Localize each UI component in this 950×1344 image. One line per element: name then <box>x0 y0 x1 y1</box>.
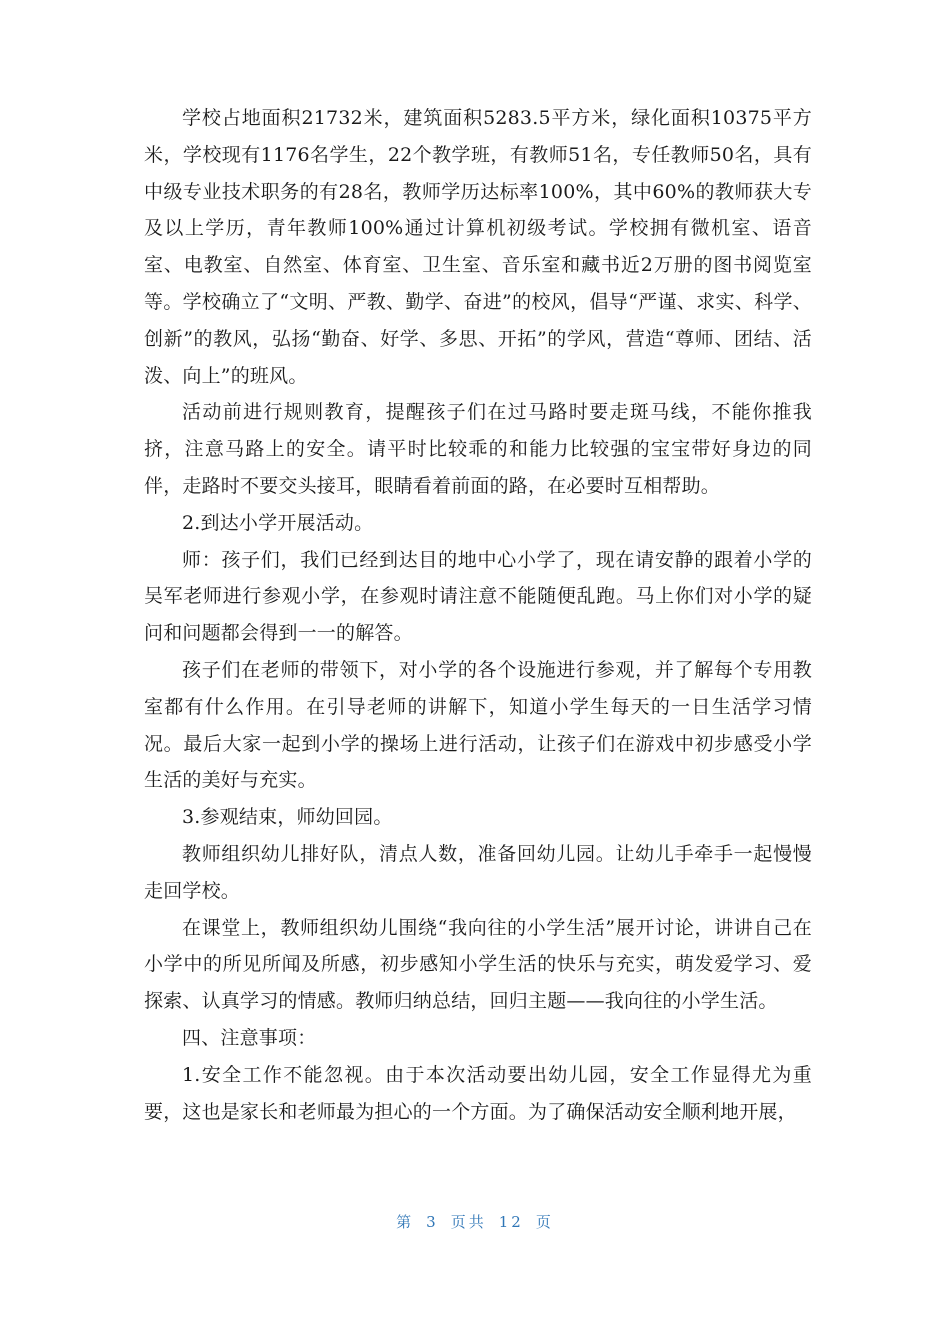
footer-suffix: 页 <box>535 1213 554 1231</box>
page-footer <box>0 1211 950 1232</box>
footer-prefix: 第 <box>396 1213 415 1231</box>
paragraph-rules-education: 活动前进行规则教育，提醒孩子们在过马路时要走斑马线，不能你推我挤，注意马路上的安全。请平时比较乖的和能力比较强的宝宝带好身边的同伴，走路时不要交头接耳，眼睛看着前面的路，在必要时互相帮助。 <box>144 401 812 497</box>
paragraph-return-school: 教师组织幼儿排好队，清点人数，准备回幼儿园。让幼儿手牵手一起慢慢走回学校。 <box>144 842 812 902</box>
paragraph-classroom-discussion: 在课堂上，教师组织幼儿围绕“我向往的小学生活”展开讨论，讲讲自己在小学中的所见所闻及所感，初步感知小学生活的快乐与充实，萌发爱学习、爱探索、认真学习的情感。教师归纳总结，回归主题——我向往的小学生活。 <box>144 916 812 1013</box>
paragraph-step-2-heading: 2.到达小学开展活动。 <box>182 511 374 534</box>
paragraph-step-3-heading: 3.参观结束，师幼回园。 <box>182 806 393 829</box>
paragraph-school-overview: 学校占地面积21732米，建筑面积5283.5平方米，绿化面积10375平方米，学校现有1176名学生，22个教学班，有教师51名，专任教师50名，具有中级专业技术职务的有28名，教师学历达标率100%，其中60%的教师获大专及以上学历，青年教师100%通过计算机初级考试。学校拥有微机室、语音室、电教室、自然室、体育室、卫生室、音乐室和藏书近2万册的图书阅览室等。学校确立了“文明、严教、勤学、奋进”的校风，倡导“严谨、求实、科学、创新”的教风，弘扬“勤奋、好学、多思、开拓”的学风，营造“尊师、团结、活泼、向上”的班风。 <box>144 107 812 387</box>
footer-middle: 页共 <box>450 1213 487 1231</box>
paragraph-teacher-speech: 师：孩子们，我们已经到达目的地中心小学了，现在请安静的跟着小学的吴军老师进行参观小学，在参观时请注意不能随便乱跑。马上你们对小学的疑问和问题都会得到一一的解答。 <box>144 548 812 645</box>
paragraph-visit-facilities: 孩子们在老师的带领下，对小学的各个设施进行参观，并了解每个专用教室都有什么作用。在引导老师的讲解下，知道小学生每天的一日生活学习情况。最后大家一起到小学的操场上进行活动，让孩子们在游戏中初步感受小学生活的美好与充实。 <box>144 658 812 792</box>
footer-total-pages: 12 <box>498 1213 524 1231</box>
footer-current-page: 3 <box>426 1213 439 1231</box>
document-body <box>144 100 812 1130</box>
paragraph-section-4-heading: 四、注意事项： <box>182 1026 317 1049</box>
paragraph-safety-note: 1.安全工作不能忽视。由于本次活动要出幼儿园，安全工作显得尤为重要，这也是家长和老师最为担心的一个方面。为了确保活动安全顺利地开展， <box>144 1063 812 1123</box>
